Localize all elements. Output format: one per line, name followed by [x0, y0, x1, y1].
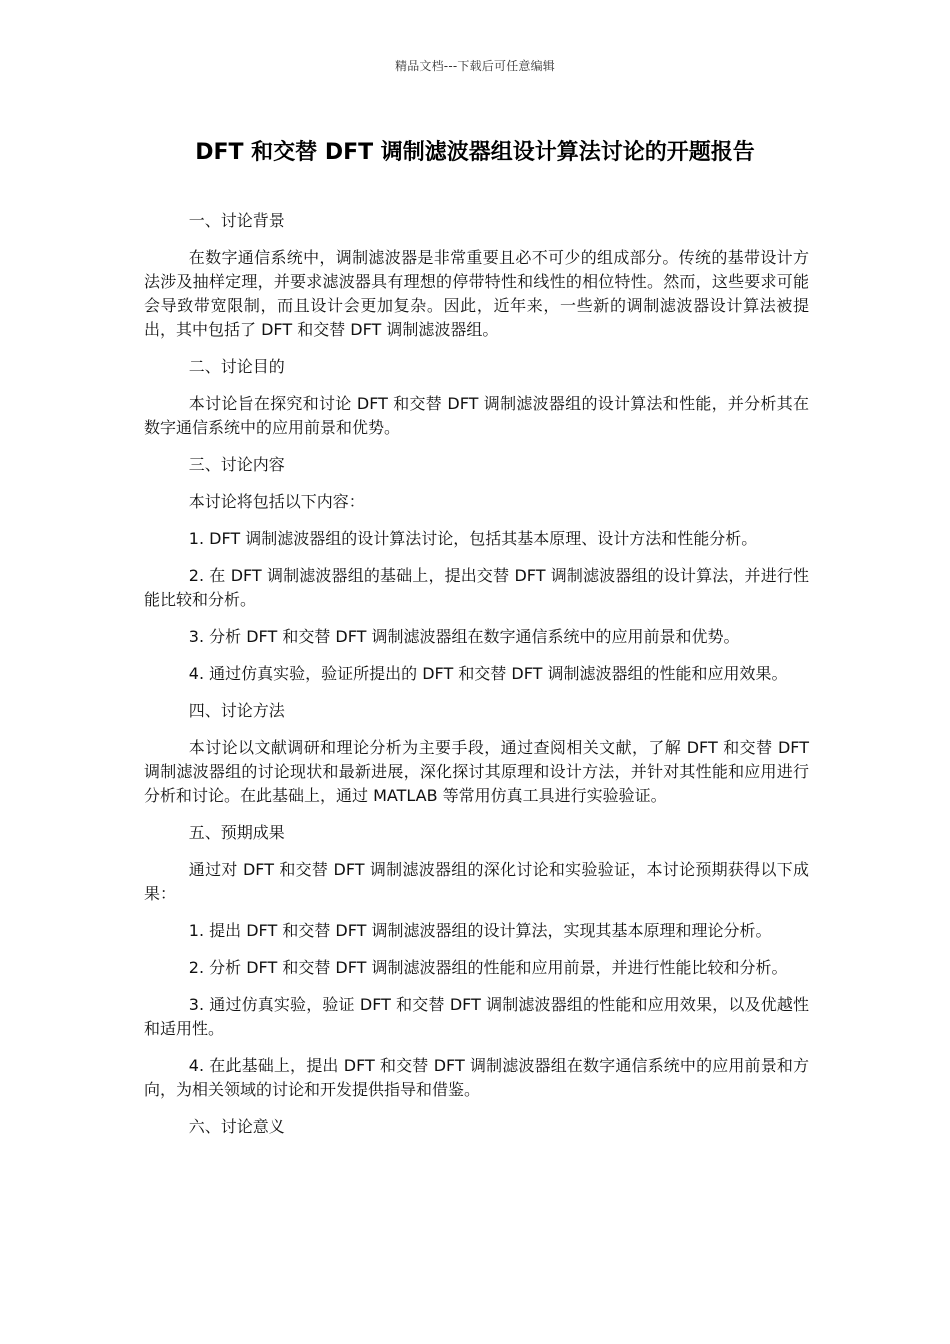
paragraph-background: 在数字通信系统中，调制滤波器是非常重要且必不可少的组成部分。传统的基带设计方法涉及抽样定理，并要求滤波器具有理想的停带特性和线性的相位特性。然而，这些要求可能会导致带宽限制，而且设计会更加复杂。因此，近年来，一些新的调制滤波器设计算法被提出，其中包括了 DFT 和交替 DFT 调制滤波器组。 [144, 248, 809, 339]
result-item-4: 4. 在此基础上，提出 DFT 和交替 DFT 调制滤波器组在数字通信系统中的应用前景和方向，为相关领域的讨论和开发提供指导和借鉴。 [144, 1056, 809, 1099]
content-item-3: 3. 分析 DFT 和交替 DFT 调制滤波器组在数字通信系统中的应用前景和优势。 [188, 627, 740, 646]
paragraph-content-intro: 本讨论将包括以下内容： [188, 492, 365, 511]
content-item-1: 1. DFT 调制滤波器组的设计算法讨论，包括其基本原理、设计方法和性能分析。 [188, 529, 758, 548]
content-item-2: 2. 在 DFT 调制滤波器组的基础上，提出交替 DFT 调制滤波器组的设计算法，并进行性能比较和分析。 [144, 566, 809, 609]
section-heading-significance: 六、讨论意义 [188, 1117, 285, 1136]
header-note: 精品文档---下载后可任意编辑 [395, 59, 555, 73]
section-heading-results: 五、预期成果 [188, 823, 285, 842]
result-item-2: 2. 分析 DFT 和交替 DFT 调制滤波器组的性能和应用前景，并进行性能比较和分析。 [188, 958, 788, 977]
result-item-3: 3. 通过仿真实验，验证 DFT 和交替 DFT 调制滤波器组的性能和应用效果，以及优越性和适用性。 [144, 995, 809, 1038]
section-heading-method: 四、讨论方法 [188, 701, 285, 720]
result-item-1: 1. 提出 DFT 和交替 DFT 调制滤波器组的设计算法，实现其基本原理和理论分析。 [188, 921, 772, 940]
document-title: DFT 和交替 DFT 调制滤波器组设计算法讨论的开题报告 [195, 140, 755, 165]
paragraph-purpose: 本讨论旨在探究和讨论 DFT 和交替 DFT 调制滤波器组的设计算法和性能，并分析其在数字通信系统中的应用前景和优势。 [144, 394, 809, 437]
document-body [144, 209, 809, 1152]
paragraph-method: 本讨论以文献调研和理论分析为主要手段，通过查阅相关文献，了解 DFT 和交替 DFT 调制滤波器组的讨论现状和最新进展，深化探讨其原理和设计方法，并针对其性能和应用进行分析和讨论。在此基础上，通过 MATLAB 等常用仿真工具进行实验验证。 [144, 738, 809, 805]
section-heading-background: 一、讨论背景 [188, 211, 285, 230]
section-heading-purpose: 二、讨论目的 [188, 357, 285, 376]
section-heading-content: 三、讨论内容 [188, 455, 285, 474]
paragraph-results-intro: 通过对 DFT 和交替 DFT 调制滤波器组的深化讨论和实验验证，本讨论预期获得以下成果： [144, 860, 809, 903]
content-item-4: 4. 通过仿真实验，验证所提出的 DFT 和交替 DFT 调制滤波器组的性能和应用效果。 [188, 664, 788, 683]
